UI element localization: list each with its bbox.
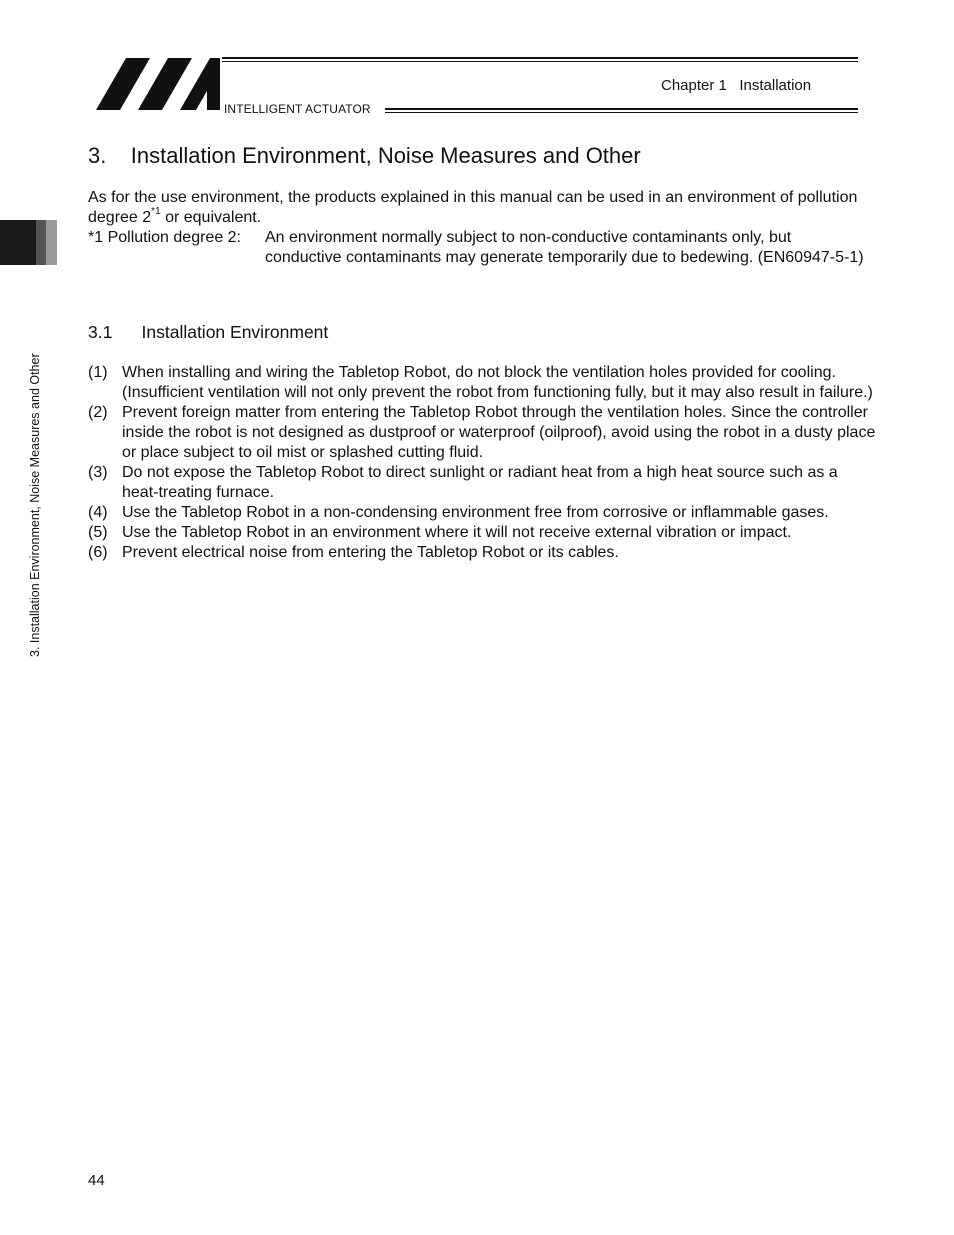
- chapter-heading: Chapter 1 Installation: [661, 77, 812, 94]
- item-number: (5): [88, 524, 108, 541]
- header-rule: [385, 112, 858, 113]
- item-text: When installing and wiring the Tabletop Robot, do not block the ventilation holes provided for cooling. (Insufficient ventilation will not only prevent the robot from functioning fully, but it may also result in failure.): [122, 364, 873, 401]
- item-number: (6): [88, 544, 108, 561]
- subsection-title: 3.1 Installation Environment: [88, 322, 329, 342]
- list-item: [88, 543, 878, 563]
- footnote-label: *1 Pollution degree 2:: [88, 229, 241, 246]
- intro-text: As for the use environment, the products explained in this manual can be used in an environment of pollution degree 2: [88, 189, 858, 226]
- footnote-ref: *1: [151, 205, 161, 217]
- item-text: Prevent electrical noise from entering the Tabletop Robot or its cables.: [122, 544, 619, 561]
- list-item: [88, 463, 878, 503]
- item-number: (2): [88, 404, 108, 421]
- list-item: [88, 523, 878, 543]
- side-tab-marker: [46, 220, 57, 265]
- intro-text-end: or equivalent.: [160, 209, 262, 226]
- item-number: (1): [88, 364, 108, 381]
- item-text: Do not expose the Tabletop Robot to direct sunlight or radiant heat from a high heat source such as a heat-treating furnace.: [122, 464, 838, 501]
- list-item: [88, 363, 878, 403]
- brand-text: INTELLIGENT ACTUATOR: [224, 102, 371, 116]
- iai-logo: [96, 58, 222, 110]
- side-tab-marker: [36, 220, 46, 265]
- header-rule: [385, 108, 858, 110]
- side-tab-label: 3. Installation Environment, Noise Measures and Other: [28, 353, 42, 657]
- item-number: (3): [88, 464, 108, 481]
- page-number: 44: [88, 1172, 105, 1189]
- header-rule: [222, 61, 858, 62]
- footnote-text: An environment normally subject to non-conductive contaminants only, but conductive contaminants may generate temporarily due to bedewing. (EN60947-5-1): [265, 229, 864, 266]
- list-item: [88, 503, 878, 523]
- side-tab-marker: [0, 220, 36, 265]
- list-item: [88, 403, 878, 463]
- item-text: Use the Tabletop Robot in a non-condensing environment free from corrosive or inflammable gases.: [122, 504, 829, 521]
- item-text: Prevent foreign matter from entering the Tabletop Robot through the ventilation holes. Since the controller inside the robot is not designed as dustproof or waterproof (oilproof), avoid using the robot in a dusty place or place subject to oil mist or splashed cutting fluid.: [122, 404, 876, 461]
- header-rule: [222, 57, 858, 59]
- requirements-list: [88, 363, 878, 563]
- intro-paragraph: [88, 188, 868, 228]
- section-title: 3. Installation Environment, Noise Measures and Other: [88, 143, 641, 168]
- item-number: (4): [88, 504, 108, 521]
- item-text: Use the Tabletop Robot in an environment where it will not receive external vibration or impact.: [122, 524, 792, 541]
